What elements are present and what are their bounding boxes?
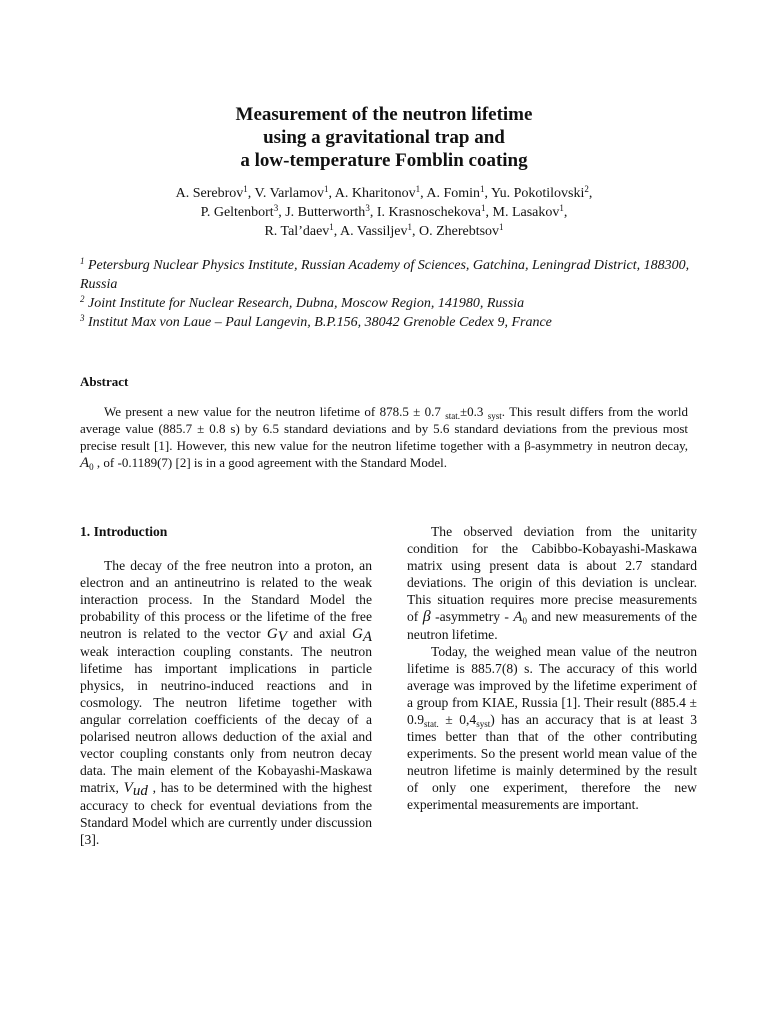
abstract-fragment: ±0.3 <box>460 404 488 419</box>
author-sep: , <box>328 186 335 201</box>
math-symbol: G <box>352 626 363 642</box>
author-name: M. Lasakov <box>492 205 560 220</box>
abstract-fragment: , of -0.1189(7) [2] is in a good agreement with the Standard Model. <box>93 455 447 470</box>
author-name: A. Kharitonov <box>334 186 416 201</box>
paragraph-fragment: ± 0,4 <box>438 712 477 727</box>
author-affil-mark: 1 <box>559 203 564 213</box>
author-affil-mark: 1 <box>407 222 412 232</box>
abstract-subscript: syst <box>487 411 502 421</box>
author-sep: , <box>588 186 593 201</box>
affiliation-text: Institut Max von Laue – Paul Langevin, B.P.156, 38042 Grenoble Cedex 9, France <box>88 315 552 330</box>
math-symbol: V <box>123 780 133 796</box>
math-symbol: A <box>513 609 523 625</box>
paragraph-fragment: , has to be determined with the highest accuracy to check for eventual deviations from the Standard Model which are currently under discussion [3]. <box>80 780 372 847</box>
math-subscript: ud <box>132 783 148 799</box>
author-name: O. Zherebtsov <box>418 224 500 239</box>
abstract-fragment: . This result differs from the world average value (885.7 ± 0.8 s) by 6.5 standard deviations and by 5.6 standard deviations from the previous most precise result [1]. However, this new value for the neutron lifetime together with a β-asymmetry in neutron decay, <box>80 404 689 453</box>
affiliation-number: 1 <box>80 256 85 266</box>
author-sep: , <box>247 186 255 201</box>
math-subscript: V <box>277 629 287 645</box>
paragraph-fragment: and axial <box>286 626 352 641</box>
section-heading-introduction: 1. Introduction <box>80 524 168 539</box>
author-affil-mark: 1 <box>415 184 421 194</box>
author-name: J. Butterworth <box>285 205 366 220</box>
author-name: I. Krasnoschekova <box>376 205 481 220</box>
math-subscript: 0 <box>89 462 94 472</box>
abstract-text <box>80 403 688 472</box>
author-sep: , <box>369 205 377 220</box>
author-name: A. Vassiljev <box>340 224 408 239</box>
author-name: P. Geltenbort <box>200 205 274 220</box>
author-name: V. Varlamov <box>254 186 324 201</box>
author-sep: , <box>278 205 286 220</box>
text-subscript: syst <box>476 719 491 729</box>
author-name: A. Serebrov <box>175 186 244 201</box>
author-affil-mark: 1 <box>243 184 248 194</box>
body-paragraph <box>407 523 697 643</box>
math-symbol: A <box>80 455 90 471</box>
author-line <box>60 222 708 241</box>
title-line: Measurement of the neutron lifetime <box>235 104 533 125</box>
abstract-heading: Abstract <box>80 374 129 389</box>
paragraph-fragment: The observed deviation from the unitarity condition for the Cabibbo-Kobayashi-Maskawa matrix using present data is about 2.7 standard deviations. The origin of this deviation is unclear. This situation requires more precise measurements of <box>407 524 697 624</box>
author-affil-mark: 3 <box>365 203 370 213</box>
paragraph-fragment: The decay of the free neutron into a proton, an electron and an antineutrino is related to the weak interaction process. In the Standard Model the probability of this process or the lifetime of the free neutron is related to the vector <box>80 558 372 641</box>
paragraph-fragment: ) has an accuracy that is at least 3 times better than that of the other contributing experiments. So the present world mean value of the neutron lifetime is mainly determined by the result of only one experiment, therefore the new experimental measurements are important. <box>407 712 697 812</box>
author-affil-mark: 1 <box>480 184 485 194</box>
author-affil-mark: 1 <box>329 222 334 232</box>
right-column <box>407 523 697 813</box>
author-list <box>60 184 708 241</box>
body-paragraph <box>407 643 697 813</box>
intro-paragraph <box>80 557 372 848</box>
author-affil-mark: 1 <box>481 203 486 213</box>
paper-title <box>80 103 688 172</box>
paragraph-fragment: -asymmetry - <box>430 609 514 624</box>
math-subscript: 0 <box>522 616 528 626</box>
author-name: Yu. Pokotilovski <box>491 186 585 201</box>
affiliation-text: Joint Institute for Nuclear Research, Dubna, Moscow Region, 141980, Russia <box>88 296 525 311</box>
author-sep: , <box>333 224 341 239</box>
text-subscript: stat. <box>424 719 439 729</box>
math-subscript: A <box>362 629 373 645</box>
abstract-subscript: stat. <box>445 411 460 421</box>
paragraph-fragment: and new measurements of the neutron lifetime. <box>407 609 697 642</box>
author-affil-mark: 1 <box>324 184 329 194</box>
author-name: A. Fomin <box>426 186 481 201</box>
affiliation-item <box>80 256 690 294</box>
left-column <box>80 523 372 848</box>
author-name: R. Tal’daev <box>264 224 330 239</box>
math-symbol: β <box>422 608 431 625</box>
title-line: using a gravitational trap and <box>263 127 505 148</box>
author-line <box>60 184 708 203</box>
paragraph-fragment: Today, the weighed mean value of the neutron lifetime is 885.7(8) s. The accuracy of this world average was improved by the lifetime experiment of a group from KIAE, Russia [1]. Their result (885.4 ± 0.9 <box>407 644 697 727</box>
affiliation-number: 3 <box>80 313 85 323</box>
affiliation-text: Petersburg Nuclear Physics Institute, Russian Academy of Sciences, Gatchina, Leningrad District, 188300, Russia <box>80 258 690 292</box>
author-sep: , <box>411 224 419 239</box>
math-symbol: G <box>266 626 278 642</box>
affiliation-list <box>80 256 690 332</box>
author-sep: , <box>563 205 568 220</box>
affiliation-number: 2 <box>80 294 85 304</box>
author-sep: , <box>484 186 492 201</box>
author-affil-mark: 1 <box>499 222 504 232</box>
author-line <box>60 203 708 222</box>
author-affil-mark: 2 <box>584 184 589 194</box>
affiliation-item <box>80 313 690 332</box>
abstract-fragment: We present a new value for the neutron lifetime of 878.5 ± 0.7 <box>104 404 446 419</box>
affiliation-item <box>80 294 690 313</box>
author-sep: , <box>485 205 493 220</box>
author-affil-mark: 3 <box>273 203 279 213</box>
title-line: a low-temperature Fomblin coating <box>240 150 528 171</box>
paragraph-fragment: weak interaction coupling constants. The neutron lifetime has important implications in particle physics, in neutrino-induced reactions and in cosmology. The neutron lifetime together with angular correlation coefficients of the decay of a polarised neutron allows deduction of the axial and vector coupling constants only from neutron decay data. The main element of the Kobayashi-Maskawa matrix, <box>80 644 372 795</box>
author-sep: , <box>420 186 427 201</box>
